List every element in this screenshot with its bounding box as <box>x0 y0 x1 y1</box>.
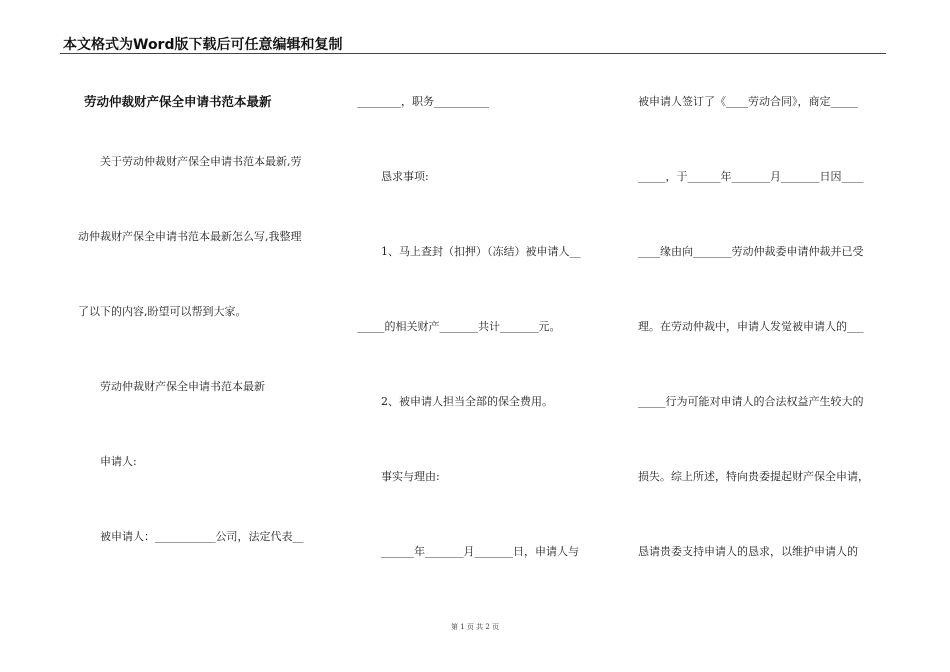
request-item-2: 2、被申请人担当全部的保全费用。 <box>381 395 553 408</box>
text-line: 理。在劳动仲裁中，申请人发觉被申请人的___ <box>638 320 864 333</box>
text-line: 动仲裁财产保全申请书范本最新怎么写,我整理 <box>78 230 302 243</box>
text-line: 被申请人签订了《____劳动合同》，商定_____ <box>638 95 858 108</box>
text-line: ____缘由向_______劳动仲裁委申请仲裁并已受 <box>638 245 864 258</box>
text-line: _____的相关财产_______共计_______元。 <box>357 320 561 333</box>
header-divider <box>60 53 886 54</box>
document-banner: 本文格式为Word版下载后可任意编辑和复制 <box>63 37 343 53</box>
text-line: 了以下的内容,盼望可以帮到大家。 <box>78 305 247 318</box>
respondent-line: 被申请人：___________公司，法定代表__ <box>100 530 304 543</box>
section-heading: 劳动仲裁财产保全申请书范本最新 <box>100 380 265 393</box>
request-item-1: 1、马上查封（扣押）（冻结）被申请人__ <box>381 245 581 258</box>
text-line: ______年_______月_______日，申请人与 <box>381 545 579 558</box>
text-line: 恳请贵委支持申请人的恳求，以维护申请人的 <box>638 545 858 558</box>
text-line: 关于劳动仲裁财产保全申请书范本最新,劳 <box>100 155 302 168</box>
text-line: ________，职务__________ <box>357 95 489 108</box>
requests-heading: 恳求事项: <box>381 170 429 183</box>
text-line: 损失。综上所述，特向贵委提起财产保全申请， <box>638 470 869 483</box>
facts-heading: 事实与理由: <box>381 470 440 483</box>
text-line: _____行为可能对申请人的合法权益产生较大的 <box>638 395 864 408</box>
document-title: 劳动仲裁财产保全申请书范本最新 <box>84 94 272 109</box>
text-line: _____，于______年_______月_______日因____ <box>638 170 864 183</box>
page-number: 第 1 页 共 2 页 <box>450 623 500 631</box>
applicant-label: 申请人: <box>100 455 137 468</box>
